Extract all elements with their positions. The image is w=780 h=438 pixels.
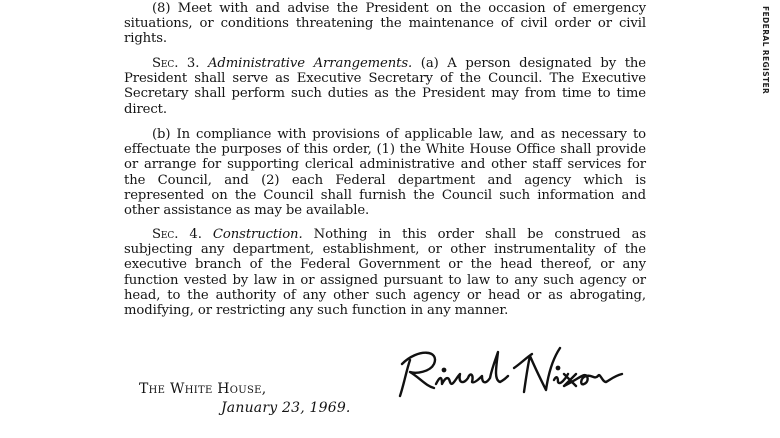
section-number: Sec. 3. (152, 56, 200, 71)
lead-space (124, 127, 152, 142)
section-heading: Construction. (212, 227, 303, 242)
section-text: Nothing in this order shall be construed as subjecting any department, establishment, or other instrumentality of the executive branch of the Federal Government or the head thereof, or any function vested by law in or assigned pursuant to law to any such agency or head, to the authority of any other such agency or head or as abrogating, modifying, or restricting any such function in any manner. (124, 227, 646, 319)
federal-register-side-label (760, 6, 774, 102)
paragraph-item-8 (124, 1, 646, 47)
signature-image (396, 338, 632, 402)
subparagraph-text: (b) In compliance with provisions of applicable law, and as necessary to effectuate the purposes of this order, (1) the White House Office shall provide or arrange for supporting clerical administrative and other staff services for the Council, and (2) each Federal department and agency which is represented on the Council shall furnish the Council such information and other assistance as may be available. (124, 127, 646, 219)
item-number: (8) (152, 1, 171, 16)
section-4-paragraph (124, 227, 646, 318)
item-text: Meet with and advise the President on the occasion of emergency situations, or conditions threatening the maintenance of civil order or civil rights. (124, 1, 647, 47)
closing-place: The White House, (139, 381, 267, 397)
section-number: Sec. 4. (152, 227, 202, 242)
closing-date: January 23, 1969. (221, 400, 351, 416)
section-3-subparagraph-b (124, 127, 646, 218)
section-heading: Administrative Arrangements. (207, 56, 413, 71)
side-label-text: FEDERAL REGISTER (761, 6, 770, 95)
section-3-paragraph (124, 56, 646, 117)
section-text: (a) A person designated by the President shall serve as Executive Secretary of the Council. The Executive Secretary shall perform such duties as the President may from time to time direct. (124, 56, 647, 117)
